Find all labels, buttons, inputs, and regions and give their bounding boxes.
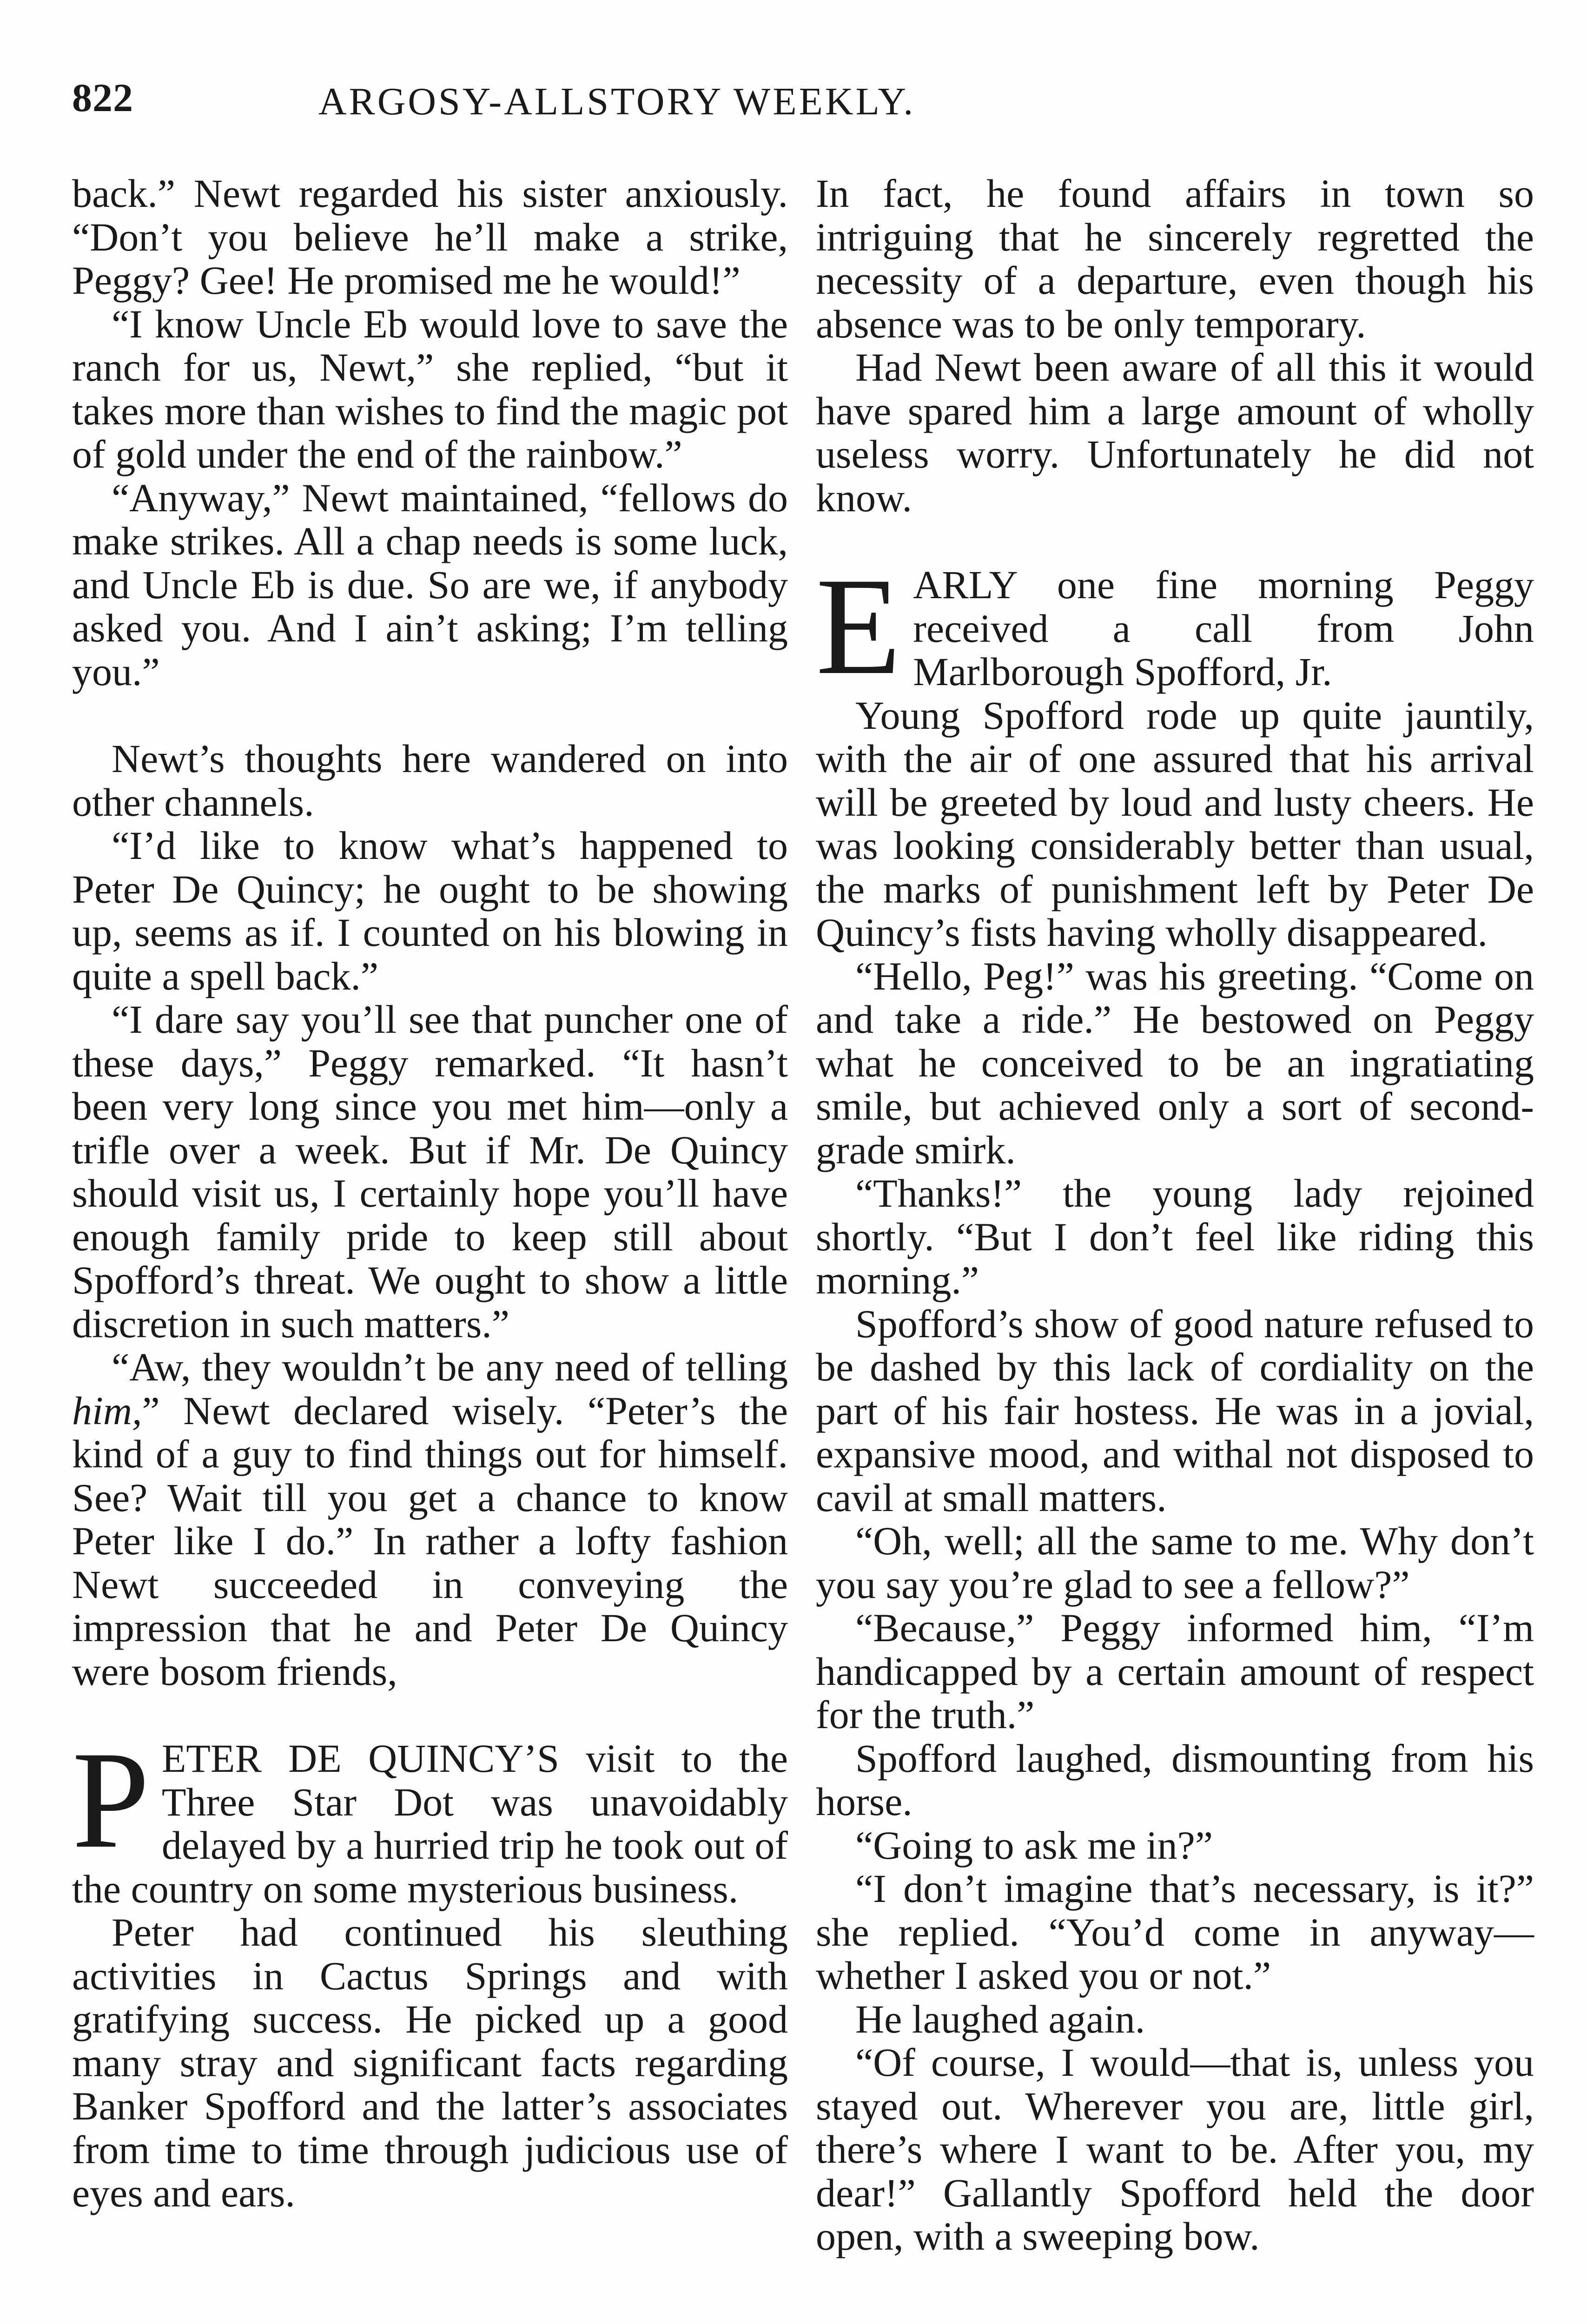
section-opening	[72, 1723, 788, 1911]
section-break	[816, 520, 1534, 563]
left-column	[72, 172, 788, 2324]
section-break	[72, 1693, 788, 1737]
page-header	[72, 74, 1125, 144]
paragraph: In fact, he found affairs in town so intriguing that he sincerely regretted the necessity of a departure, even though his absence was to be only temporary.	[816, 171, 1534, 346]
paragraph-text: ” Newt declared wisely. “Peter’s the kind of a guy to find things out for himself. See? Wait till you get a chance to know Peter like I do.” In rather a lofty fashion Newt succeeded in conveying the impression that he and Peter De Quincy were bosom friends,	[72, 1388, 788, 1694]
paragraph-text: ETER DE QUINCY’S visit to the Three Star Dot was unavoidably delayed by a hurried trip he took out of the country on some mysterious business.	[72, 1736, 788, 1911]
right-column	[816, 172, 1534, 2324]
paragraph-text: “Aw, they wouldn’t be any need of telling	[112, 1345, 788, 1389]
paragraph: “Anyway,” Newt maintained, “fellows do make strikes. All a chap needs is some luck, and Uncle Eb is due. So are we, if anybody asked you. And I ain’t asking; I’m telling you.”	[72, 475, 788, 694]
paragraph: “I don’t imagine that’s necessary, is it?” she replied. “You’d come in anyway—whether I asked you or not.”	[816, 1866, 1534, 1998]
drop-cap: E	[816, 549, 901, 703]
paragraph: “Of course, I would—that is, unless you stayed out. Wherever you are, little girl, there’s where I want to be. After you, my dear!” Gallantly Spofford held the door open, with a sweeping bow.	[816, 2040, 1534, 2258]
running-head: ARGOSY-ALLSTORY WEEKLY.	[318, 80, 916, 123]
paragraph: “I’d like to know what’s happened to Peter De Quincy; he ought to be showing up, seems as if. I counted on his blowing in quite a spell back.”	[72, 823, 788, 998]
paragraph: “I know Uncle Eb would love to save the ranch for us, Newt,” she replied, “but it takes more than wishes to find the magic pot of gold under the end of the rainbow.”	[72, 301, 788, 476]
paragraph-text: ARLY one fine morning Peggy received a call from John Marlborough Spofford, Jr.	[913, 562, 1534, 694]
paragraph	[72, 1346, 788, 1693]
paragraph: Young Spofford rode up quite jauntily, with the air of one assured that his arrival will be greeted by loud and lusty cheers. He was looking considerably better than usual, the marks of punishment left by Peter De Quincy’s fists having wholly disappeared.	[816, 693, 1534, 955]
italic-word: him,	[72, 1388, 142, 1433]
paragraph: Spofford’s show of good nature refused to be dashed by this lack of cordiality on the part of his fair hostess. He was in a jovial, expansive mood, and withal not disposed to cavil at small matters.	[816, 1301, 1534, 1520]
page-number: 822	[72, 75, 133, 120]
paragraph: Peter had continued his sleuthing activities in Cactus Springs and with gratifying success. He picked up a good many stray and significant facts regarding Banker Spofford and the latter’s associates from time to time through judicious use of eyes and ears.	[72, 1910, 788, 2215]
paragraph: “Because,” Peggy informed him, “I’m handicapped by a certain amount of respect for the truth.”	[816, 1605, 1534, 1737]
paragraph: back.” Newt regarded his sister anxiously. “Don’t you believe he’ll make a strike, Peggy? Gee! He promised me he would!”	[72, 171, 788, 303]
paragraph: “I dare say you’ll see that puncher one of these days,” Peggy remarked. “It hasn’t been very long since you met him—only a trifle over a week. But if Mr. De Quincy should visit us, I certainly hope you’ll have enough family pride to keep still about Spofford’s threat. We ought to show a little discretion in such matters.”	[72, 997, 788, 1346]
section-break	[72, 693, 788, 737]
paragraph: “Oh, well; all the same to me. Why don’t you say you’re glad to see a fellow?”	[816, 1519, 1534, 1607]
drop-cap: P	[72, 1723, 150, 1877]
paragraph: “Going to ask me in?”	[855, 1822, 1213, 1868]
section-opening	[816, 549, 1534, 703]
paragraph: “Hello, Peg!” was his greeting. “Come on and take a ride.” He bestowed on Peggy what he conceived to be an ingratiating smile, but achieved only a sort of second-grade smirk.	[816, 953, 1534, 1172]
paragraph: Spofford laughed, dismounting from his horse.	[816, 1736, 1534, 1824]
paragraph: Newt’s thoughts here wandered on into other channels.	[72, 736, 788, 825]
paragraph: Had Newt been aware of all this it would have spared him a large amount of wholly useless worry. Unfortunately he did not know.	[816, 345, 1534, 520]
paragraph: “Thanks!” the young lady rejoined shortly. “But I don’t feel like riding this morning.”	[816, 1171, 1534, 1302]
paragraph: He laughed again.	[855, 1996, 1145, 2041]
